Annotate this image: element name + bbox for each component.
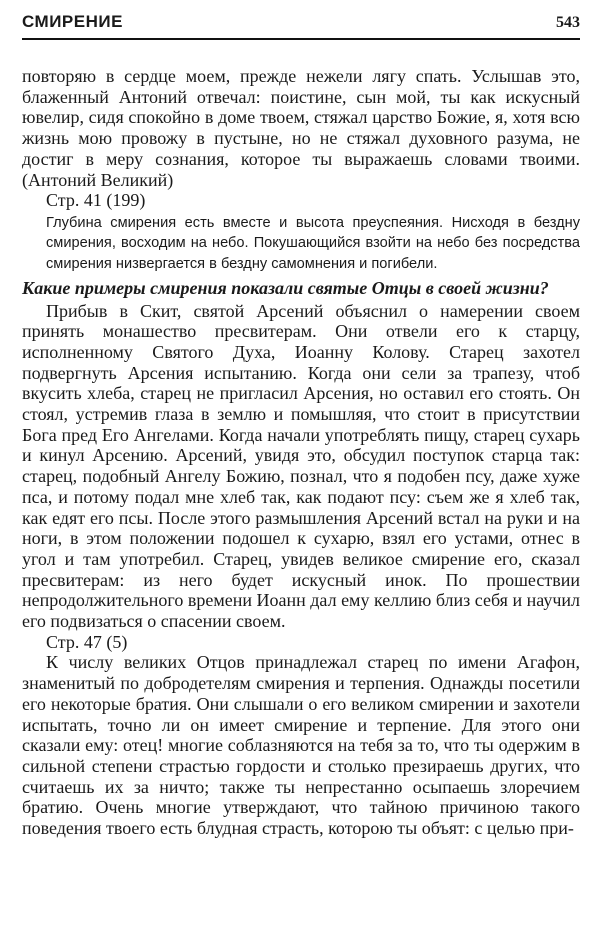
running-header bbox=[22, 8, 580, 40]
page-body bbox=[22, 66, 580, 839]
paragraph-arseny: Прибыв в Скит, святой Арсений объяснил о намерении своем принять монашество пресвитерам. Они отвели его к старцу, исполненному Святого Духа, Иоанну Колову. Старец захотел подвергнуть Арсения испытанию. Когда они сели за трапезу, чтоб вкусить хлеба, старец не пригласил Арсения, но оставил его стоять. Он стоял, устремив глаза в землю и помышляя, что стоит в присутствии Бога пред Его Ангелами. Когда начали употреблять пищу, старец сухарь и кинул Арсению. Арсений, увидя это, обсудил поступок старца так: старец, подобный Ангелу Божию, познал, что я подобен псу, даже хуже пса, и потому подал мне хлеб так, как подают псу: съем же я хлеб так, как едят его псы. После этого размышления Арсений встал на руки и на ноги, в этом положении подошел к сухарю, взял его устами, отнес в угол и там употребил. Старец, увидев великое смирение его, сказал пресвитерам: из него будет искусный инок. По прошествии непродолжительного времени Иоанн дал ему келлию близ себя и научил его подвизаться о спасении своем. bbox=[22, 300, 580, 632]
chapter-title: СМИРЕНИЕ bbox=[22, 12, 123, 31]
humility-quote: Глубина смирения есть вместе и высота преуспеяния. Нисходя в бездну смирения, восходим на небо. Покушающийся взойти на небо без посредства смирения низвергается в бездну самомнения и погибели. bbox=[46, 214, 580, 272]
page-number: 543 bbox=[556, 14, 580, 31]
source-reference-1: Стр. 41 (199) bbox=[46, 190, 146, 211]
source-reference-2: Стр. 47 (5) bbox=[46, 631, 128, 652]
section-question-heading: Какие примеры смирения показали святые Отцы в своей жизни? bbox=[22, 277, 549, 298]
paragraph-agathon: К числу великих Отцов принадлежал старец по имени Агафон, знаменитый по добродетелям смирения и терпения. Однажды посетили его некоторые братия. Они слышали о его великом смирении и захотели испытать, точно ли он имеет смирение и терпение. Для этого они сказали ему: отец! многие соблазняются на тебя за то, что ты одержим в сильной степени страстью гордости и столько презираешь других, что считаешь их за ничто; также ты непрестанно осыпаешь злоречием братию. Очень многие утверждают, что тайною причиною такого поведения твоего есть блудная страсть, которою ты объят: с целью при- bbox=[22, 652, 580, 839]
paragraph-antony-ending: повторяю в сердце моем, прежде нежели лягу спать. Услышав это, блаженный Антоний отвечал: поистине, сын мой, ты как искусный ювелир, сидя спокойно в доме твоем, стяжал царство Божие, я, хотя всю жизнь мою провожу в пустыне, но не стяжал духовного разума, не достиг в меру сознания, которое ты выражаешь словами твоими. (Антоний Великий) bbox=[22, 66, 580, 190]
